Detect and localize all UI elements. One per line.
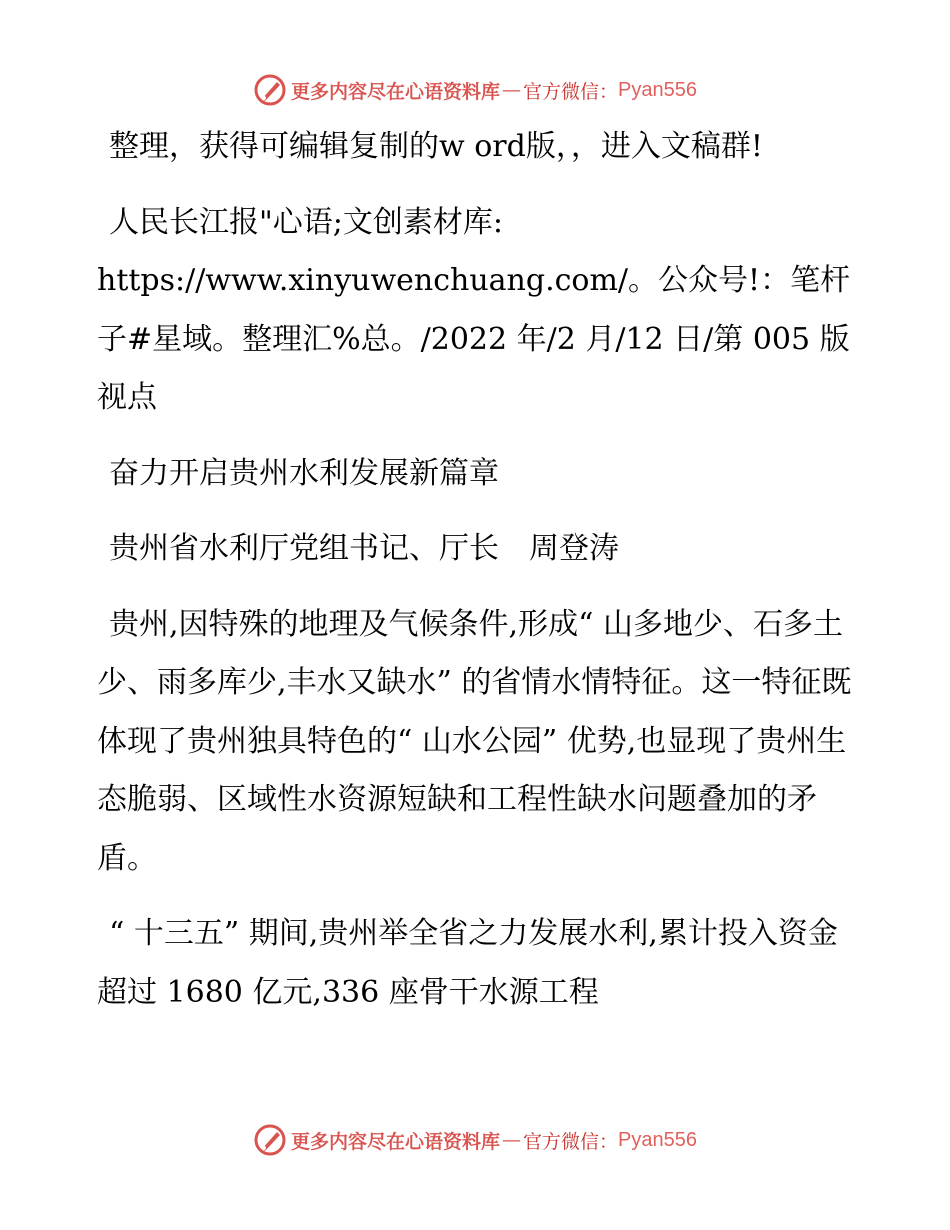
pen-logo-icon xyxy=(253,73,287,107)
document-body xyxy=(97,118,857,1039)
paragraph-source: 人民长江报"心语;文创素材库: https://www.xinyuwenchuang.com/。公众号!：笔杆子#星域。整理汇%总。/2022 年/2 月/12 日/第 005 版视点 xyxy=(97,204,851,415)
header-banner xyxy=(0,70,950,110)
header-wechat-id: Pyan556 xyxy=(618,78,697,101)
header-wechat-label: 官方微信： xyxy=(523,80,619,103)
header-separator: — xyxy=(502,79,522,101)
article-author: 贵州省水利厅党组书记、厅长 周登涛 xyxy=(109,531,619,566)
footer-wechat-id: Pyan556 xyxy=(618,1128,697,1151)
footer-separator: — xyxy=(502,1129,522,1151)
header-brand-text: 更多内容尽在心语资料库 xyxy=(291,80,501,103)
article-title: 奋力开启贵州水利发展新篇章 xyxy=(109,455,499,491)
paragraph-body-2: “ 十三五” 期间,贵州举全省之力发展水利,累计投入资金超过 1680 亿元,336 座骨干水源工程 xyxy=(97,916,838,1010)
paragraph-body-1: 贵州,因特殊的地理及气候条件,形成“ 山多地少、石多土少、雨多库少,丰水又缺水” 的省情水情特征。这一特征既体现了贵州独具特色的“ 山水公园” 优势,也显现了贵州生态脆弱、区域性水资源短缺和工程性缺水问题叠加的矛盾。 xyxy=(97,606,852,876)
footer-banner xyxy=(0,1120,950,1160)
paragraph-intro: 整理，获得可编辑复制的w ord版，，进入文稿群! xyxy=(109,129,763,164)
footer-wechat-label: 官方微信： xyxy=(523,1130,619,1153)
footer-brand-text: 更多内容尽在心语资料库 xyxy=(291,1130,501,1153)
pen-logo-icon xyxy=(253,1123,287,1157)
